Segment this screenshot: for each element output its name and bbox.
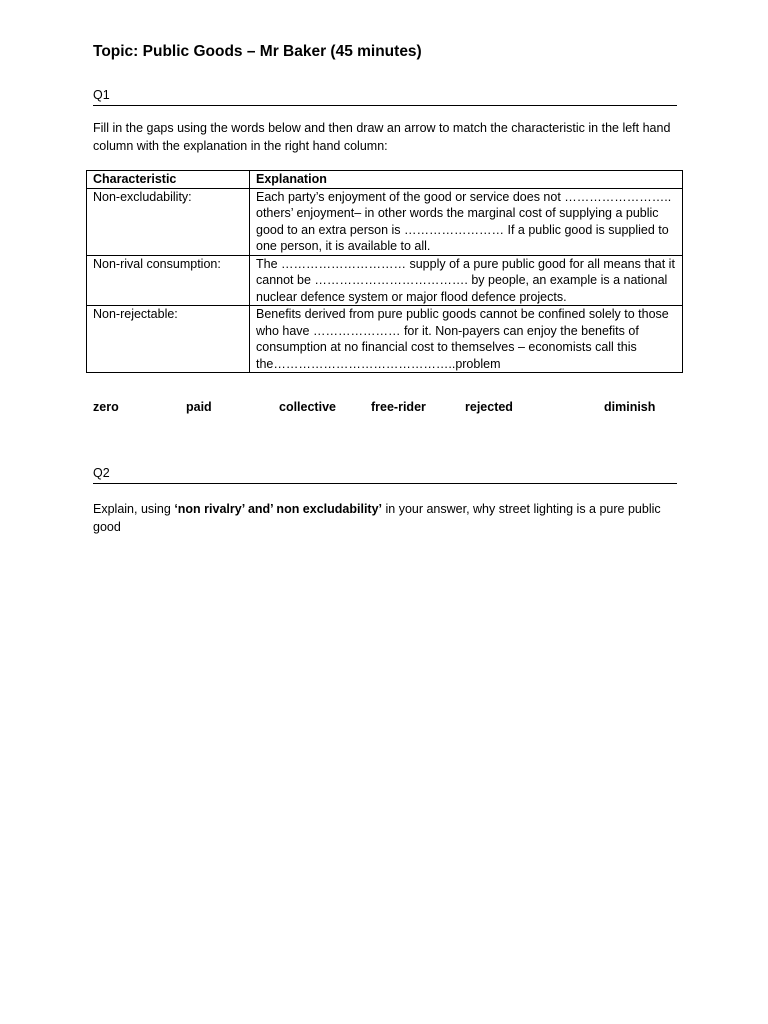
word-bank-item: collective <box>279 400 336 414</box>
table-row <box>87 306 683 373</box>
column-header-explanation: Explanation <box>250 171 683 189</box>
word-bank-item: zero <box>93 400 119 414</box>
characteristic-cell: Non-excludability: <box>87 188 250 255</box>
characteristic-cell: Non-rival consumption: <box>87 255 250 306</box>
question-1-heading: Q1 <box>93 88 677 106</box>
explanation-cell: Each party’s enjoyment of the good or service does not …………………….. others’ enjoyment– in other words the marginal cost of supplying a public good to an extra person is …………………… If a public good is supplied to one person, it is available to all. <box>250 188 683 255</box>
table-row <box>87 255 683 306</box>
prompt-text: Explain, using <box>93 502 175 516</box>
word-bank-item: rejected <box>465 400 513 414</box>
prompt-emphasis: ‘non rivalry’ and’ non excludability’ <box>174 502 383 516</box>
word-bank-item: paid <box>186 400 212 414</box>
explanation-cell: The ………………………… supply of a pure public good for all means that it cannot be ………………………………. by people, an example is a national nuclear defence system or major flood defence projects. <box>250 255 683 306</box>
page-title: Topic: Public Goods – Mr Baker (45 minutes) <box>93 43 422 60</box>
question-1-instructions: Fill in the gaps using the words below and then draw an arrow to match the characteristic in the left hand column with the explanation in the right hand column: <box>93 121 671 153</box>
matching-table <box>86 170 683 373</box>
table-row <box>87 188 683 255</box>
explanation-cell: Benefits derived from pure public goods cannot be confined solely to those who have ………………… for it. Non-payers can enjoy the benefits of consumption at no financial cost to themselves – economists call this the……………………………………..problem <box>250 306 683 373</box>
column-header-characteristic: Characteristic <box>87 171 250 189</box>
characteristic-cell: Non-rejectable: <box>87 306 250 373</box>
prompt-text: in your answer, why street lighting is a pure public good <box>93 502 661 534</box>
table-header-row <box>87 171 683 189</box>
question-2-heading: Q2 <box>93 466 677 484</box>
word-bank-item: diminish <box>604 400 656 414</box>
word-bank-item: free-rider <box>371 400 426 414</box>
question-2-prompt <box>93 500 677 536</box>
